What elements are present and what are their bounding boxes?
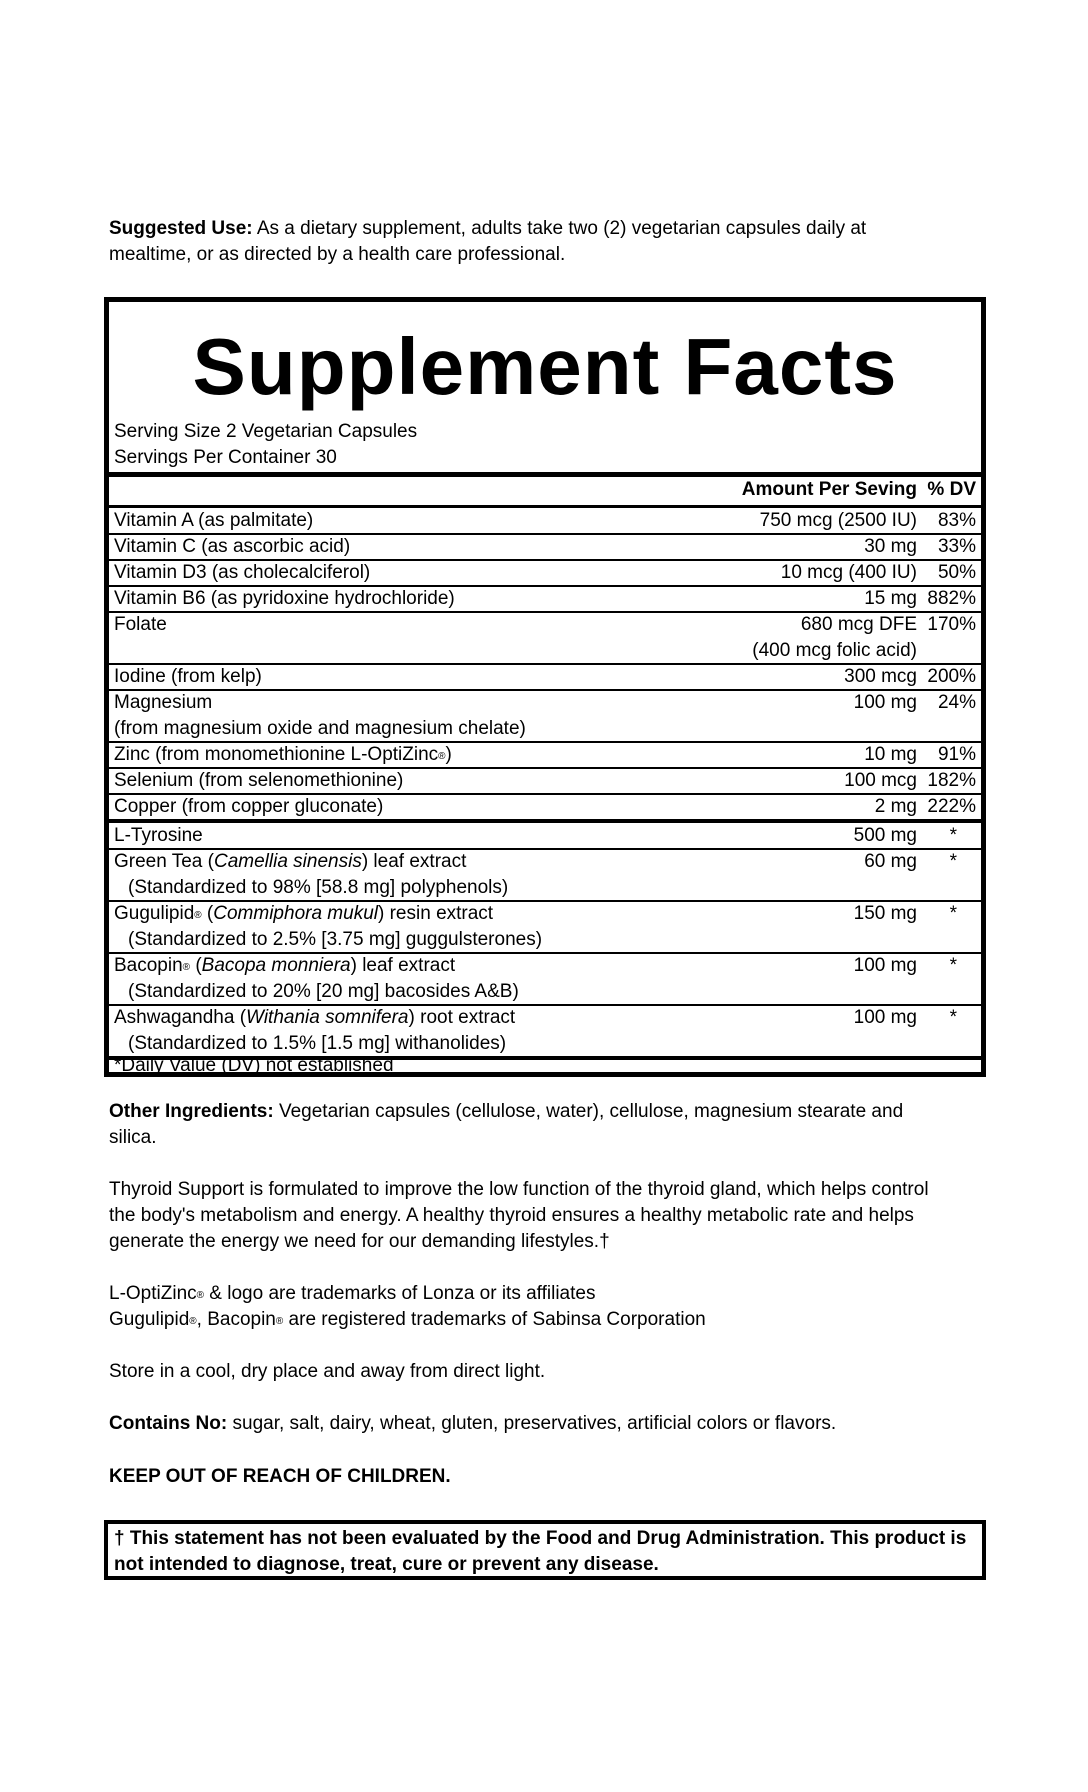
trademark-optizinc: L-OptiZinc [109, 1283, 197, 1304]
other-ingredients [109, 1099, 949, 1151]
nutrient-dv: 83% [937, 510, 976, 531]
ingredient-part: ) root extract [408, 1007, 516, 1028]
other-ingredients-text: Vegetarian capsules (cellulose, water), cellulose, magnesium stearate and silica. [109, 1101, 904, 1148]
ingredient-name [114, 1005, 515, 1031]
ingredient-name [114, 953, 455, 979]
nutrient-dv: 170% [927, 614, 976, 635]
ingredient-name-text: Ashwagandha ( [114, 1007, 247, 1028]
nutrient-name [114, 690, 212, 716]
trademark-bacopin: , Bacopin [196, 1309, 276, 1330]
ingredient-name-paren: ( [201, 903, 214, 924]
standardization-text: (Standardized to 2.5% [3.75 mg] guggulsterones) [128, 929, 543, 950]
nutrient-name-text: Selenium (from selenomethionine) [114, 770, 404, 791]
nutrient-dv: 200% [927, 666, 976, 687]
ingredient-latin-name: Commiphora mukul [213, 903, 378, 924]
nutrient-amount: 300 mcg [844, 666, 917, 687]
nutrient-amount-detail: (400 mcg folic acid) [752, 640, 917, 661]
ingredient-dv: * [949, 955, 957, 976]
ingredient-amount: 60 mg [864, 851, 917, 872]
ingredient-name-text: Bacopin [114, 955, 183, 976]
ingredient-name-text: Green Tea ( [114, 851, 214, 872]
ingredient-part: ) resin extract [378, 903, 494, 924]
nutrient-name [114, 794, 383, 820]
ingredient-amount: 100 mg [853, 1007, 917, 1028]
nutrient-amount: 750 mcg (2500 IU) [759, 510, 917, 531]
nutrient-name [114, 612, 167, 638]
nutrient-amount: 680 mcg DFE [800, 614, 917, 635]
nutrient-name [114, 664, 262, 690]
nutrient-name [114, 508, 313, 534]
nutrient-name-text: Vitamin A (as palmitate) [114, 510, 314, 531]
nutrient-amount: 10 mcg (400 IU) [780, 562, 917, 583]
ingredient-name-text: Gugulipid [114, 903, 195, 924]
contains-no-label: Contains No: [109, 1413, 228, 1434]
trademark-gugulipid: Gugulipid [109, 1309, 190, 1330]
registered-mark: ® [438, 751, 446, 762]
ingredient-part: ) leaf extract [361, 851, 467, 872]
nutrient-name-text: Vitamin C (as ascorbic acid) [114, 536, 351, 557]
trademark-lonza: & logo are trademarks of Lonza or its affiliates [204, 1283, 596, 1304]
ingredient-latin-name: Bacopa monniera [201, 955, 351, 976]
ingredient-dv: * [949, 1007, 957, 1028]
nutrient-dv: 50% [937, 562, 976, 583]
nutrient-name [114, 560, 370, 586]
nutrient-dv: 24% [937, 692, 976, 713]
registered-mark: ® [196, 1290, 205, 1301]
nutrient-name [114, 742, 452, 768]
ingredient-name [114, 901, 493, 927]
nutrient-name [114, 768, 403, 794]
facts-title: Supplement Facts [192, 322, 898, 411]
ingredient-part: ) leaf extract [350, 955, 456, 976]
nutrient-name-text: Zinc (from monomethionine L-OptiZinc [114, 744, 439, 765]
ingredient-latin-name: Withania somnifera [246, 1007, 409, 1028]
nutrient-name [114, 586, 455, 612]
registered-mark: ® [275, 1316, 284, 1327]
nutrient-amount: 2 mg [874, 796, 917, 817]
suggested-use [109, 216, 949, 268]
ingredient-name-text: L-Tyrosine [114, 825, 203, 846]
fda-disclaimer: † This statement has not been evaluated by the Food and Drug Administration. This product is not intended to diagnose, treat, cure or prevent any disease. [104, 1520, 986, 1580]
children-warning: KEEP OUT OF REACH OF CHILDREN. [109, 1466, 451, 1487]
daily-value-footnote: *Daily Value (DV) not established [114, 1055, 394, 1076]
ingredient-name-paren: ( [190, 955, 202, 976]
ingredient-amount: 500 mg [853, 825, 917, 846]
nutrient-dv: 91% [937, 744, 976, 765]
nutrient-dv: 882% [927, 588, 976, 609]
nutrient-amount: 30 mg [864, 536, 917, 557]
registered-mark: ® [182, 962, 191, 973]
nutrient-name-text: Vitamin D3 (as cholecalciferol) [114, 562, 371, 583]
nutrient-amount: 100 mcg [844, 770, 917, 791]
amount-column-header: Amount Per Seving [741, 479, 917, 500]
suggested-use-label: Suggested Use: [109, 218, 253, 239]
trademark-line-2 [109, 1307, 949, 1333]
ingredient-dv: * [949, 903, 957, 924]
storage-instructions: Store in a cool, dry place and away from direct light. [109, 1361, 546, 1382]
nutrient-dv: 33% [937, 536, 976, 557]
nutrient-amount: 100 mg [853, 692, 917, 713]
dv-column-header: % DV [927, 479, 976, 500]
trademark-sabinsa: are registered trademarks of Sabinsa Corporation [283, 1309, 706, 1330]
nutrient-name [114, 534, 350, 560]
ingredient-amount: 150 mg [853, 903, 917, 924]
ingredient-dv: * [949, 825, 957, 846]
nutrient-name-text: Magnesium [114, 692, 213, 713]
product-description: Thyroid Support is formulated to improve the low function of the thyroid gland, which helps control the body's metabolism and energy. A healthy thyroid ensures a healthy metabolic rate and helps generate the energy we need for our demanding lifestyles.† [109, 1179, 929, 1252]
nutrient-source: (from magnesium oxide and magnesium chelate) [114, 718, 526, 739]
divider [109, 689, 981, 691]
nutrient-name-text: Folate [114, 614, 167, 635]
contains-no [109, 1411, 949, 1437]
contains-no-text: sugar, salt, dairy, wheat, gluten, preservatives, artificial colors or flavors. [227, 1413, 837, 1434]
serving-size: Serving Size 2 Vegetarian Capsules [114, 421, 418, 442]
servings-per-container: Servings Per Container 30 [114, 447, 337, 468]
suggested-use-text: As a dietary supplement, adults take two (2) vegetarian capsules daily at mealtime, or as directed by a health care professional. [109, 218, 867, 265]
ingredient-amount: 100 mg [853, 955, 917, 976]
ingredient-name [114, 823, 203, 849]
nutrient-dv: 222% [927, 796, 976, 817]
nutrient-dv: 182% [927, 770, 976, 791]
trademark-line-1 [109, 1281, 949, 1307]
thick-divider [109, 819, 981, 823]
ingredient-name [114, 849, 466, 875]
ingredient-latin-name: Camellia sinensis [213, 851, 362, 872]
registered-mark: ® [189, 1316, 197, 1327]
registered-mark: ® [194, 910, 202, 921]
standardization-text: (Standardized to 1.5% [1.5 mg] withanolides) [128, 1033, 507, 1054]
other-ingredients-label: Other Ingredients: [109, 1101, 274, 1122]
nutrient-name-text: Copper (from copper gluconate) [114, 796, 384, 817]
nutrient-name-suffix: ) [445, 744, 452, 765]
supplement-facts-panel [104, 297, 986, 1077]
standardization-text: (Standardized to 98% [58.8 mg] polyphenols) [128, 877, 509, 898]
standardization-text: (Standardized to 20% [20 mg] bacosides A&B) [128, 981, 519, 1002]
nutrient-name-text: Vitamin B6 (as pyridoxine hydrochloride) [114, 588, 455, 609]
nutrient-name-text: Iodine (from kelp) [114, 666, 262, 687]
nutrient-amount: 10 mg [864, 744, 917, 765]
nutrient-amount: 15 mg [864, 588, 917, 609]
ingredient-dv: * [949, 851, 957, 872]
